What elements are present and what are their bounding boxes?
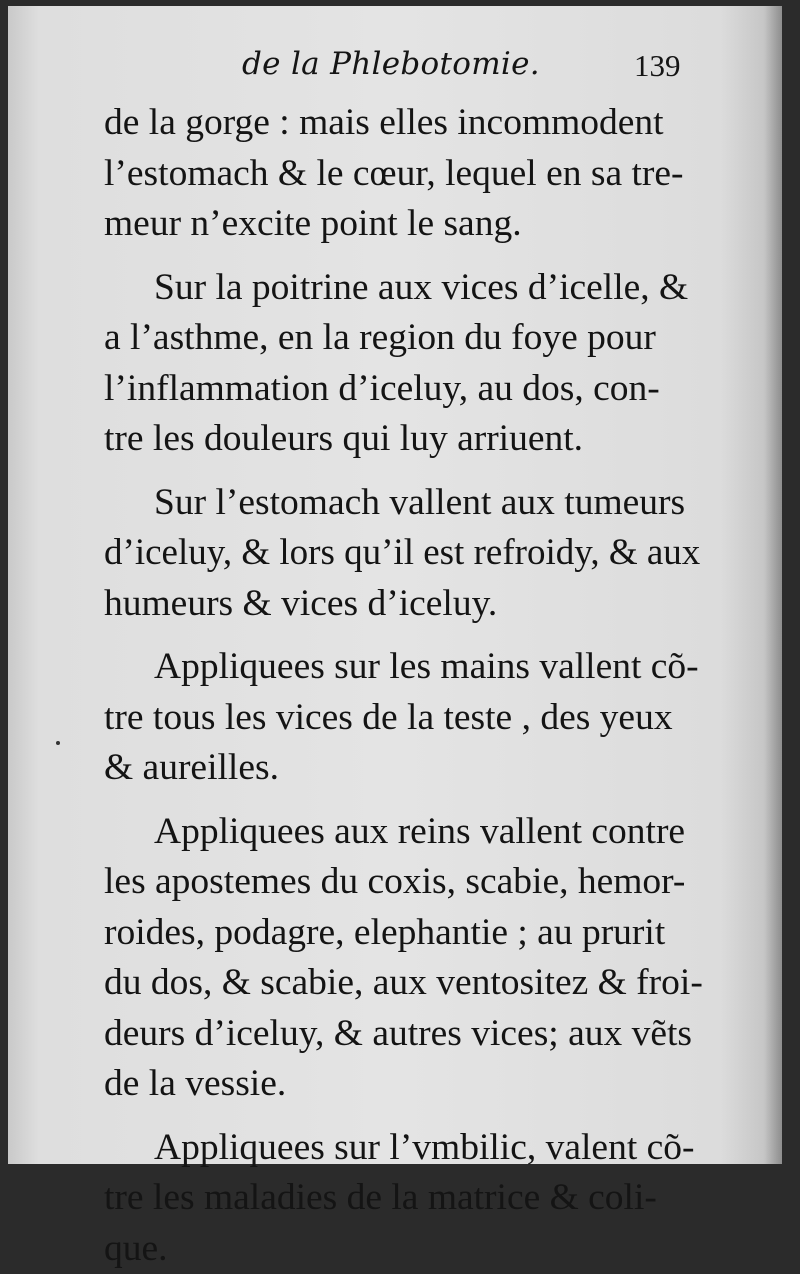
paragraph	[104, 1123, 704, 1274]
text-line: humeurs & vices d’iceluy.	[104, 579, 704, 630]
text-line: que.	[104, 1224, 704, 1274]
text-line: roides, podagre, elephantie ; au prurit	[104, 908, 704, 959]
text-line: Appliquees sur les mains vallent cõ-	[104, 642, 704, 693]
text-line: Sur l’estomach vallent aux tumeurs	[104, 478, 704, 529]
text-line: meur n’excite point le sang.	[104, 199, 704, 250]
book-page	[8, 6, 782, 1164]
paragraph	[104, 478, 704, 630]
page-header	[8, 46, 782, 94]
text-line: d’iceluy, & lors qu’il est refroidy, & aux	[104, 528, 704, 579]
running-head: de la Phlebotomie.	[242, 46, 540, 82]
text-line: tre tous les vices de la teste , des yeux	[104, 693, 704, 744]
text-line: du dos, & scabie, aux ventositez & froi-	[104, 958, 704, 1009]
text-line: l’estomach & le cœur, lequel en sa tre-	[104, 149, 704, 200]
paragraph	[104, 642, 704, 794]
text-line: Appliquees aux reins vallent contre	[104, 807, 704, 858]
text-line: de la vessie.	[104, 1059, 704, 1110]
paragraph	[104, 807, 704, 1110]
body-text	[104, 98, 704, 1274]
text-line: de la gorge : mais elles incommodent	[104, 98, 704, 149]
page-edge-shadow	[764, 6, 782, 1164]
text-line: Appliquees sur l’vmbilic, valent cõ-	[104, 1123, 704, 1174]
text-line: les apostemes du coxis, scabie, hemor-	[104, 857, 704, 908]
page-number: 139	[634, 48, 681, 84]
text-line: a l’asthme, en la region du foye pour	[104, 313, 704, 364]
text-line: l’inflammation d’iceluy, au dos, con-	[104, 364, 704, 415]
text-line: Sur la poitrine aux vices d’icelle, &	[104, 263, 704, 314]
text-line: tre les douleurs qui luy arriuent.	[104, 414, 704, 465]
text-line: tre les maladies de la matrice & coli-	[104, 1173, 704, 1224]
paragraph	[104, 98, 704, 250]
text-line: & aureilles.	[104, 743, 704, 794]
text-line: deurs d’iceluy, & autres vices; aux vẽts	[104, 1009, 704, 1060]
ink-speck	[56, 741, 60, 745]
paragraph	[104, 263, 704, 465]
